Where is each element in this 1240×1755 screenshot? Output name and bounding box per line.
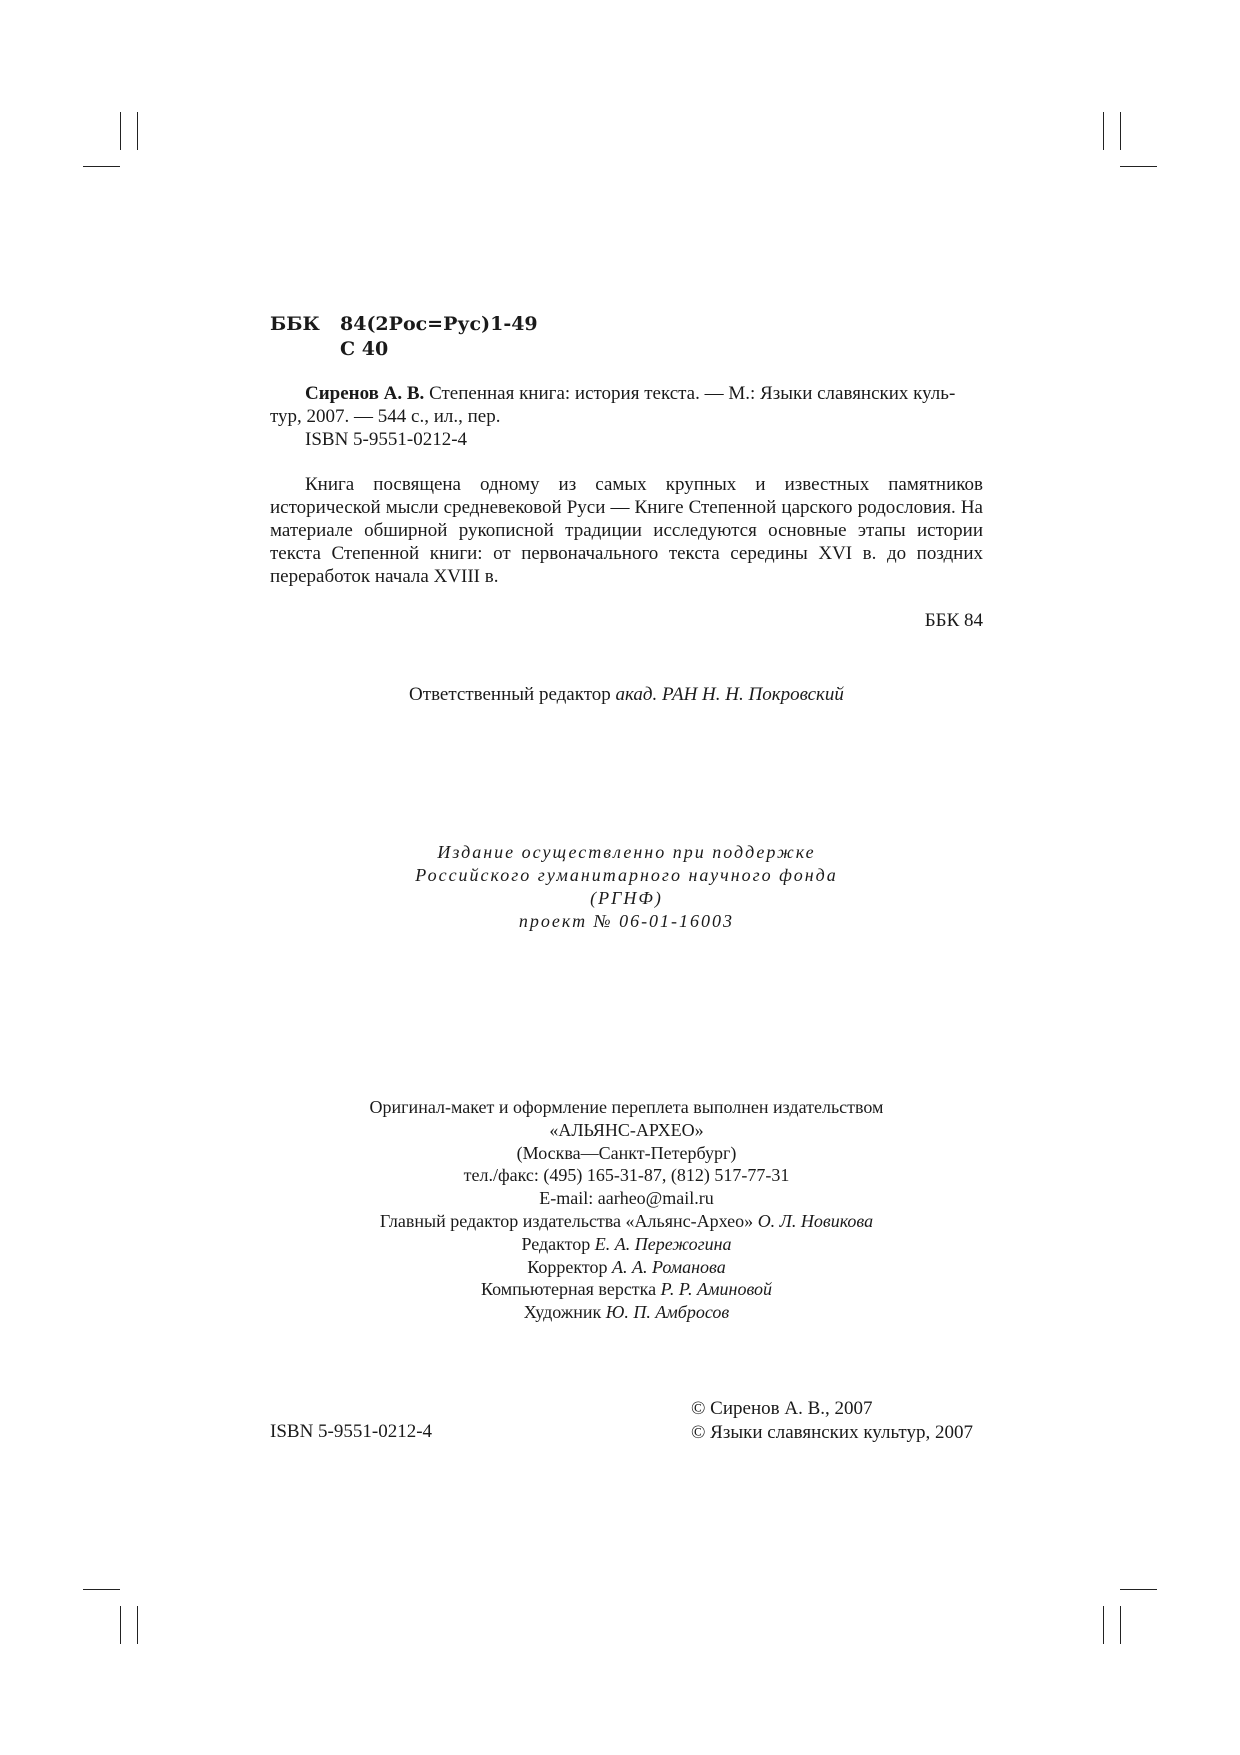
publisher-name: «АЛЬЯНС-АРХЕО» (549, 1119, 704, 1140)
crop-mark-top-left-v1 (120, 112, 121, 150)
citation-author: Сиренов А. В. (305, 383, 425, 404)
citation-text-2: тур, 2007. — 544 с., ил., пер. (270, 406, 501, 427)
bbk-code: 84(2Рос=Рус)1-49 (340, 313, 538, 335)
publisher-info (270, 1096, 983, 1324)
crop-mark-top-right-v2 (1120, 112, 1121, 150)
crop-mark-bottom-left-v1 (120, 1606, 121, 1644)
crop-mark-bottom-right-v1 (1103, 1606, 1104, 1644)
bbk-short: ББК 84 (924, 610, 983, 631)
support-line-3: (РГНФ) (590, 888, 663, 908)
publisher-phone: тел./факс: (495) 165-31-87, (812) 517-77-31 (463, 1165, 790, 1186)
crop-mark-bottom-left-h (83, 1589, 120, 1590)
crop-mark-bottom-right-v2 (1120, 1606, 1121, 1644)
author-code: С 40 (340, 338, 389, 360)
crop-mark-bottom-right-h (1120, 1589, 1157, 1590)
editor-credit-name: Е. А. Пережогина (594, 1233, 732, 1254)
isbn-bottom: ISBN 5-9551-0212-4 (270, 1421, 433, 1442)
chief-editor-name: О. Л. Новикова (757, 1210, 874, 1231)
layout-label: Компьютерная верстка (480, 1279, 661, 1300)
artist-credit (270, 1301, 983, 1324)
publisher-city: (Москва—Санкт-Петербург) (516, 1142, 737, 1163)
artist-label: Художник (523, 1302, 606, 1323)
copyright (691, 1397, 973, 1445)
crop-mark-top-left-v2 (137, 112, 138, 150)
corrector-name: А. А. Романова (611, 1256, 726, 1277)
corrector-credit (270, 1256, 983, 1279)
crop-mark-bottom-left-v2 (137, 1606, 138, 1644)
bbk-classification (270, 312, 538, 362)
bibliographic-citation (270, 382, 985, 451)
copyright-author: © Сиренов А. В., 2007 (691, 1398, 873, 1419)
support-line-2: Российского гуманитарного научного фонда (415, 865, 838, 885)
editor-name: акад. РАН Н. Н. Покровский (615, 684, 844, 705)
layout-credit (270, 1278, 983, 1301)
artist-name: Ю. П. Амбросов (605, 1302, 730, 1323)
publisher-email: E-mail: aarheo@mail.ru (539, 1188, 714, 1209)
corrector-label: Корректор (527, 1256, 612, 1277)
editor-credit-label: Редактор (521, 1233, 595, 1254)
crop-mark-top-left-h (83, 166, 120, 167)
support-line-1: Издание осуществленно при поддержке (437, 842, 816, 862)
crop-mark-top-right-v1 (1103, 112, 1104, 150)
chief-editor-label: Главный редактор издательства «Альянс-Архео» (379, 1210, 758, 1231)
book-abstract: Книга посвящена одному из самых крупных и известных памятников исторической мысли средневековой Руси — Книге Степенной царского родословия. На материале обширной рукописной традиции исследуются основные этапы истории текста Степенной книги: от первоначального текста середины XVI в. до поздних переработок начала XVIII в. (270, 474, 983, 587)
citation-text-1: Степенная книга: история текста. — М.: Языки славянских куль- (424, 383, 956, 404)
bbk-label: ББК (270, 313, 320, 335)
support-statement (270, 841, 983, 933)
copyright-publisher: © Языки славянских культур, 2007 (691, 1422, 973, 1443)
crop-mark-top-right-h (1120, 166, 1157, 167)
editor-label: Ответственный редактор (409, 684, 616, 705)
publisher-line: Оригинал-макет и оформление переплета выполнен издательством (369, 1097, 884, 1117)
support-line-4: проект № 06-01-16003 (518, 911, 735, 931)
citation-isbn: ISBN 5-9551-0212-4 (305, 429, 468, 450)
responsible-editor (270, 684, 983, 706)
chief-editor (270, 1210, 983, 1233)
layout-name: Р. Р. Аминовой (660, 1279, 773, 1300)
editor-credit (270, 1233, 983, 1256)
